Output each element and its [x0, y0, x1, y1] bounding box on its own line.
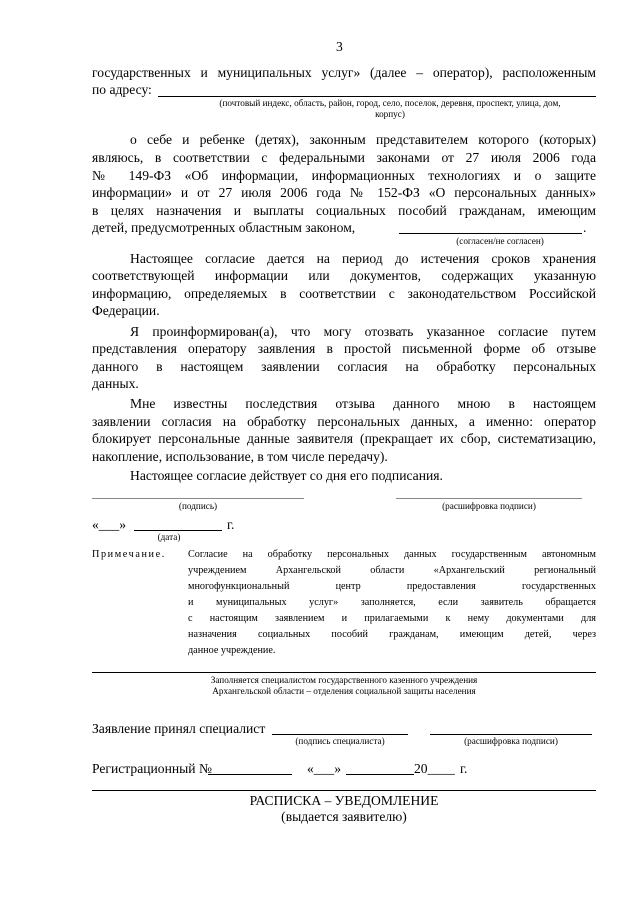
text-line: детей, предусмотренных областным законом, — [92, 220, 356, 235]
section-divider-2 — [92, 790, 596, 791]
specialist-caption: Заполняется специалистом государственного казенного учреждения — [210, 675, 478, 685]
section-divider — [92, 672, 596, 673]
validity-text: Настоящее согласие действует со дня его подписания. — [130, 468, 443, 483]
accepted-label: Заявление принял специалист — [92, 721, 266, 736]
operator-line: государственных и муниципальных услуг» (далее – оператор), расположенным — [92, 65, 596, 80]
note-line: с настоящим заявлением и прилагаемыми к нему документами для — [188, 613, 596, 624]
decoding-line[interactable] — [396, 498, 582, 499]
text-line: информацию, определяемых в соответствии с законодательством Российской — [92, 286, 596, 301]
reg-year-suffix: г. — [460, 761, 468, 776]
note-label: Примечание. — [92, 549, 166, 560]
text-line: информации» и от 27 июля 2006 года № 152-ФЗ «О персональных данных» — [92, 185, 596, 200]
receipt-title: РАСПИСКА – УВЕДОМЛЕНИЕ — [249, 793, 439, 808]
specialist-signature-hint: (подпись специалиста) — [295, 736, 385, 746]
signature-hint: (подпись) — [178, 501, 218, 511]
text-line: № 149-ФЗ «Об информации, информационных технологиях и о защите — [92, 168, 596, 183]
note-line: Согласие на обработку персональных данных государственным автономным — [188, 549, 596, 560]
address-hint: (почтовый индекс, область, район, город, село, поселок, деревня, проспект, улица, дом, — [219, 98, 561, 108]
text-line: представления оператору заявления в простой письменной форме об отзыве — [92, 341, 596, 356]
text-line: Настоящее согласие дается на период до истечения сроков хранения — [130, 251, 596, 266]
receipt-subtitle: (выдается заявителю) — [281, 809, 407, 824]
text-line: соответствующей информации или документов, содержащих указанную — [92, 268, 596, 283]
specialist-signature-line[interactable] — [272, 734, 408, 735]
text-line: данного в настоящем заявлении согласия на обработку персональных — [92, 359, 596, 374]
text-line: данных. — [92, 376, 139, 391]
date-year-suffix: г. — [227, 517, 235, 532]
registration-label: Регистрационный № — [92, 761, 212, 776]
text-line: Федерации. — [92, 303, 160, 318]
text-line: блокирует персональные данные заявителя (прекращает их сбор, систематизацию, — [92, 431, 596, 446]
reg-date-month-line[interactable] — [346, 774, 414, 775]
note-line: многофункциональный центр предоставления государственных — [188, 581, 596, 592]
date-month-line[interactable] — [134, 530, 222, 531]
date-hint: (дата) — [157, 532, 181, 542]
reg-date-day[interactable]: «___» — [307, 761, 341, 776]
decoding-hint: (расшифровка подписи) — [442, 501, 536, 511]
note-line: и муниципальных услуг» заполняется, если заявитель обращается — [188, 597, 596, 608]
address-hint-2: корпус) — [375, 109, 405, 119]
specialist-decoding-hint: (расшифровка подписи) — [464, 736, 558, 746]
note-line: назначения социальных пособий гражданам, имеющим детей, через — [188, 629, 596, 640]
reg-year[interactable]: 20____ — [414, 761, 455, 776]
registration-number-line[interactable] — [208, 774, 292, 775]
text-line: Я проинформирован(а), что могу отозвать указанное согласие путем — [130, 324, 596, 339]
agree-hint: (согласен/не согласен) — [456, 236, 544, 246]
specialist-decoding-line[interactable] — [430, 734, 592, 735]
specialist-caption-2: Архангельской области – отделения социальной защиты населения — [212, 686, 476, 696]
text-line: Мне известны последствия отзыва данного мною в настоящем — [130, 396, 596, 411]
note-line: данное учреждение. — [188, 645, 276, 656]
text-line: заявлении согласия на обработку персональных данных, а именно: оператор — [92, 414, 596, 429]
text-line: о себе и ребенке (детях), законным представителем которого (которых) — [130, 132, 596, 147]
address-underline[interactable] — [158, 96, 596, 97]
period-mark: . — [583, 220, 587, 235]
address-label: по адресу: — [92, 82, 152, 97]
text-line: в целях назначения и выплаты социальных пособий гражданам, имеющим — [92, 203, 596, 218]
agree-underline[interactable] — [399, 233, 582, 234]
page-number: 3 — [336, 39, 343, 54]
signature-line[interactable] — [92, 498, 304, 499]
note-line: учреждением Архангельской области «Архангельский региональный — [188, 565, 596, 576]
date-day[interactable]: «___» — [92, 517, 126, 532]
text-line: являюсь, в соответствии с федеральными законами от 27 июля 2006 года — [92, 150, 596, 165]
text-line: накопление, использование, в том числе передачу). — [92, 449, 388, 464]
